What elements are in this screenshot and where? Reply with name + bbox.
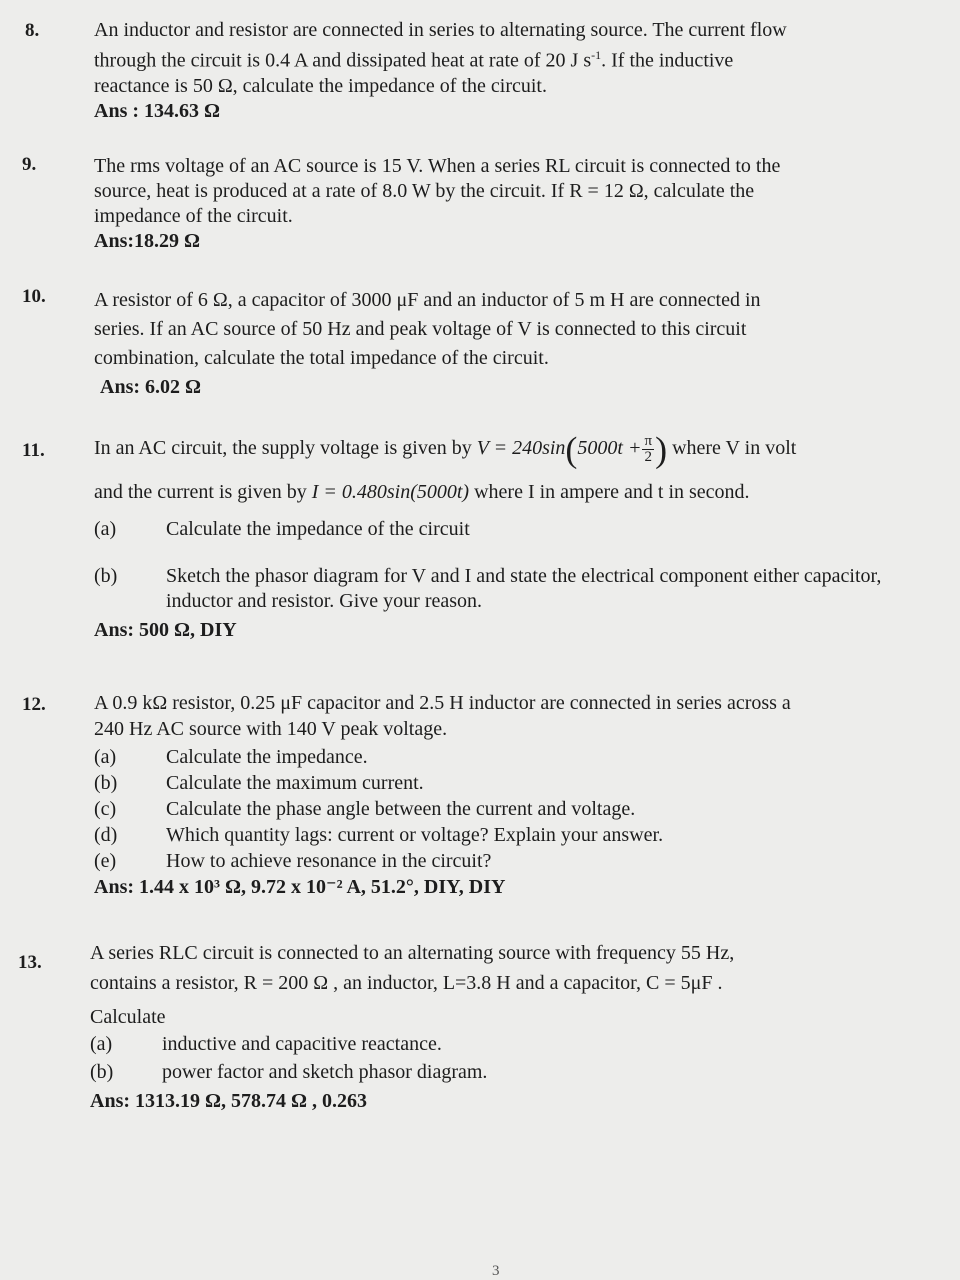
numerator: π	[644, 432, 653, 449]
subpart-text: How to achieve resonance in the circuit?	[166, 850, 492, 872]
subpart	[90, 1030, 920, 1058]
subpart-text: Calculate the phase angle between the current and voltage.	[166, 798, 636, 820]
subpart-label: (a)	[94, 746, 117, 768]
text-line: reactance is 50 Ω, calculate the impedance of the circuit.	[94, 74, 547, 97]
subpart-text: power factor and sketch phasor diagram.	[162, 1061, 488, 1083]
text-line: Calculate	[90, 1006, 166, 1028]
subpart-label: (b)	[90, 1061, 114, 1083]
pi-over-2	[642, 434, 654, 465]
text-fragment: where V in volt	[672, 437, 797, 459]
question-text	[94, 286, 924, 402]
subparts	[94, 744, 924, 874]
answer: Ans: 6.02 Ω	[100, 376, 202, 398]
answer: Ans: 1.44 x 10³ Ω, 9.72 x 10⁻² A, 51.2°, DIY, DIY	[94, 876, 506, 898]
subpart-label: (b)	[94, 565, 118, 587]
text-line: source, heat is produced at a rate of 8.0 W by the circuit. If R = 12 Ω, calculate the	[94, 180, 755, 202]
text-fragment: and the current is given by	[94, 481, 307, 503]
question-text	[94, 18, 924, 124]
page-number: 3	[492, 1263, 500, 1279]
subpart-text: Calculate the impedance of the circuit	[166, 518, 470, 540]
question-number: 13.	[18, 952, 42, 973]
text-line: contains a resistor, R = 200 Ω , an inductor, L=3.8 H and a capacitor, C = 5μF .	[90, 972, 723, 994]
voltage-equation: V = 240sin	[476, 437, 566, 459]
text-line: impedance of the circuit.	[94, 205, 293, 227]
text-line: 240 Hz AC source with 140 V peak voltage.	[94, 718, 448, 740]
text-line: combination, calculate the total impedance of the circuit.	[94, 347, 549, 369]
question-text	[94, 154, 924, 254]
question-text	[90, 938, 920, 1116]
subpart-label: (c)	[94, 798, 117, 820]
text-fragment: through the circuit is 0.4 A and dissipated heat at rate of 20 J s	[94, 49, 592, 72]
subpart-label: (a)	[94, 518, 117, 540]
subpart	[90, 1058, 920, 1086]
subpart	[94, 517, 924, 542]
answer: Ans:18.29 Ω	[94, 230, 201, 252]
subpart	[94, 796, 924, 822]
subpart	[94, 744, 924, 770]
text-fragment: . If the inductive	[601, 49, 734, 72]
subpart	[94, 822, 924, 848]
subparts	[94, 517, 924, 614]
question-number: 10.	[22, 286, 46, 307]
subpart	[94, 848, 924, 874]
text-line: The rms voltage of an AC source is 15 V. When a series RL circuit is connected to the	[94, 155, 781, 177]
exponent: -1	[591, 48, 602, 62]
subpart-text: inductive and capacitive reactance.	[162, 1033, 442, 1055]
close-paren: )	[655, 429, 668, 470]
subpart-text: Sketch the phasor diagram for V and I and state the electrical component either capacitor, inductor and resistor. Give your reason.	[166, 565, 882, 612]
text-line: An inductor and resistor are connected in series to alternating source. The current flow	[94, 19, 787, 41]
subpart-label: (a)	[90, 1033, 113, 1055]
text-line: A resistor of 6 Ω, a capacitor of 3000 μF and an inductor of 5 m H are connected in	[94, 289, 761, 311]
question-number: 9.	[22, 154, 37, 175]
subpart	[94, 770, 924, 796]
text-line: A 0.9 kΩ resistor, 0.25 μF capacitor and 2.5 H inductor are connected in series across a	[94, 692, 791, 714]
question-number: 12.	[22, 694, 46, 715]
answer: Ans : 134.63 Ω	[94, 99, 221, 122]
equation-inner: 5000t +	[577, 437, 642, 459]
question-number: 11.	[22, 440, 45, 461]
text-line	[94, 480, 924, 505]
answer: Ans: 500 Ω, DIY	[94, 619, 237, 641]
text-line	[94, 428, 924, 468]
subpart-text: Calculate the impedance.	[166, 746, 368, 768]
subpart-label: (e)	[94, 850, 117, 872]
answer: Ans: 1313.19 Ω, 578.74 Ω , 0.263	[90, 1090, 368, 1112]
question-number: 8.	[25, 20, 40, 41]
subpart-text: Calculate the maximum current.	[166, 772, 424, 794]
question-text	[94, 690, 924, 900]
subpart-label: (b)	[94, 772, 118, 794]
subpart-text: Which quantity lags: current or voltage? Explain your answer.	[166, 824, 664, 846]
text-fragment: where I in ampere and t in second.	[474, 481, 750, 503]
text-line: A series RLC circuit is connected to an alternating source with frequency 55 Hz,	[90, 942, 735, 964]
question-text	[94, 428, 924, 643]
current-equation: I = 0.480sin(5000t)	[311, 481, 470, 503]
denominator: 2	[644, 448, 653, 465]
subpart	[94, 564, 924, 614]
text-fragment: In an AC circuit, the supply voltage is given by	[94, 437, 472, 459]
text-line: series. If an AC source of 50 Hz and peak voltage of V is connected to this circuit	[94, 318, 747, 340]
subpart-label: (d)	[94, 824, 118, 846]
subparts	[90, 1030, 920, 1086]
open-paren: (	[565, 429, 578, 470]
text-line	[94, 43, 924, 74]
